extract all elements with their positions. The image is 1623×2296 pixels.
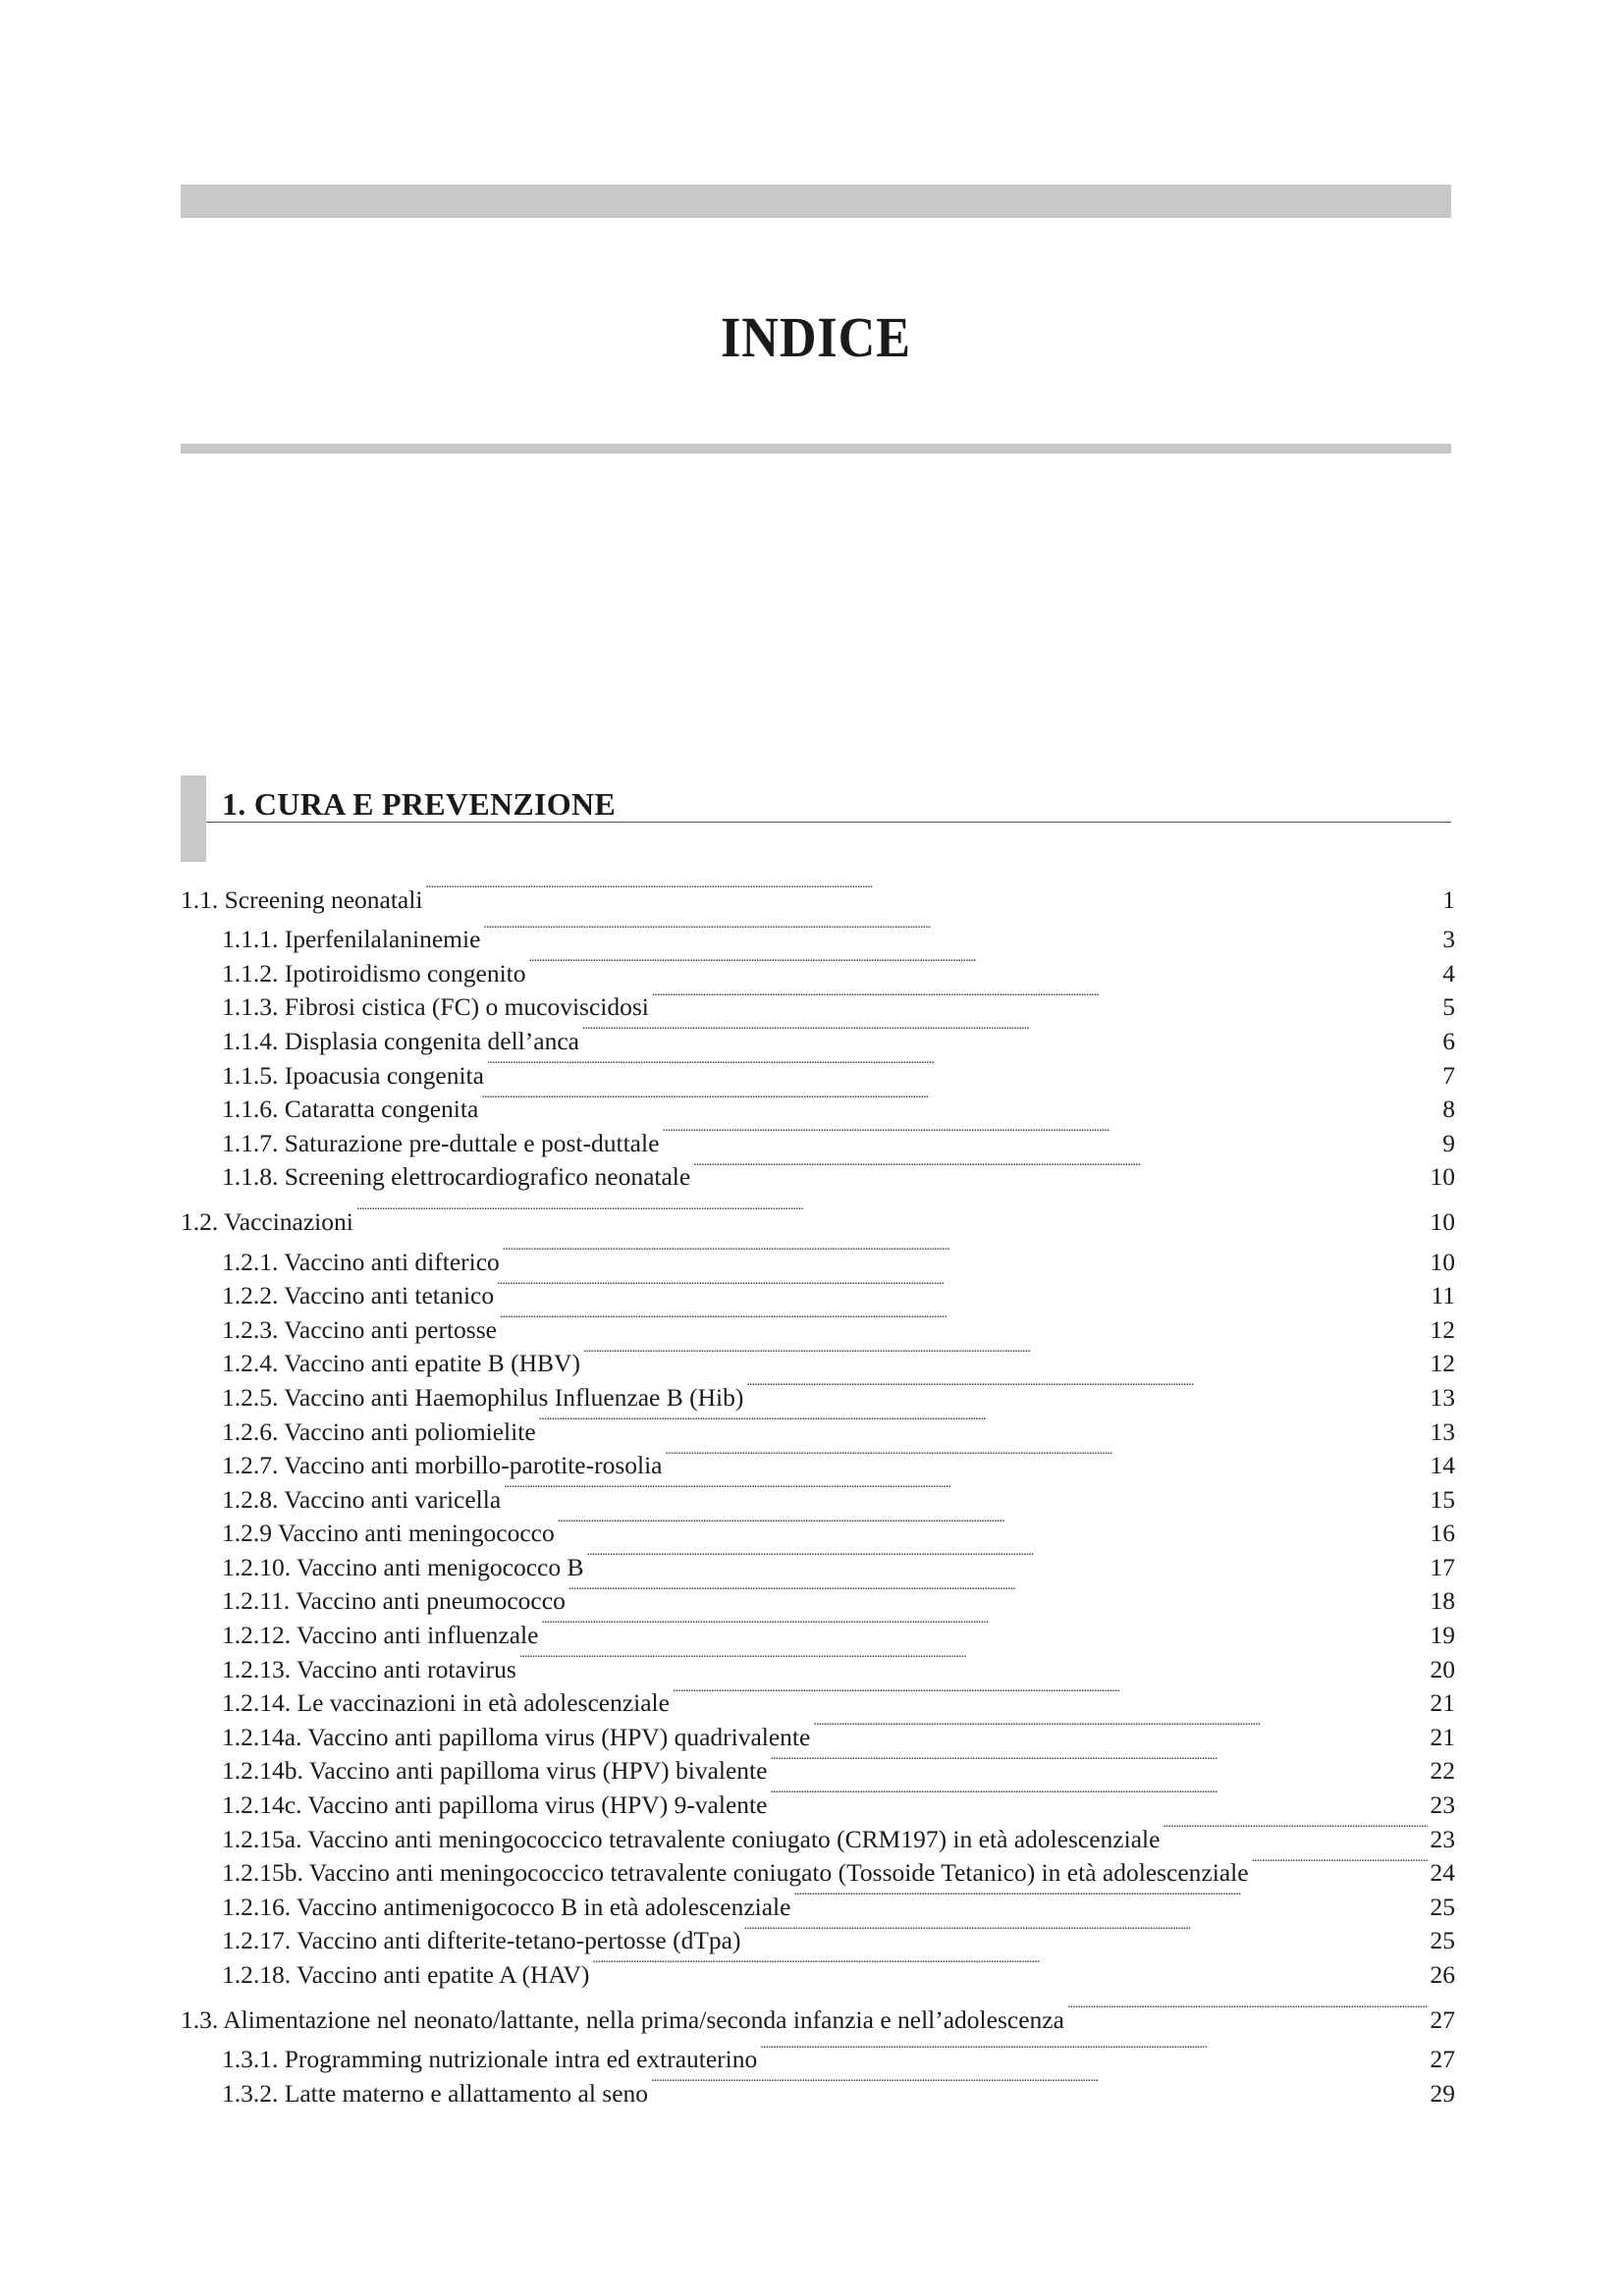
dot-leader [592, 1949, 1427, 1983]
dot-leader [1252, 1847, 1428, 1882]
table-of-contents [181, 874, 1455, 2108]
toc-entry-label: 1.1.6. Cataratta congenita [222, 1095, 479, 1124]
toc-page-number: 11 [1431, 1281, 1455, 1310]
toc-group [181, 874, 1455, 1192]
toc-entry-label: 1.1.2. Ipotiroidismo congenito [222, 958, 526, 988]
toc-entry-label: 1.2.14c. Vaccino anti papilloma virus (HPV) 9-valente [222, 1790, 768, 1820]
toc-page-number: 24 [1430, 1858, 1455, 1888]
dot-leader [541, 1609, 1427, 1643]
toc-chapter-entry [181, 1994, 1455, 2034]
title-bottom-rule [181, 444, 1451, 454]
page-title: INDICE [721, 304, 911, 369]
toc-entry-label: 1.2.16. Vaccino antimenigococco B in età adolescenziale [222, 1892, 791, 1921]
toc-page-number: 25 [1430, 1926, 1455, 1955]
toc-entry-label: 1.2.2. Vaccino anti tetanico [222, 1281, 495, 1310]
dot-leader [586, 1541, 1427, 1575]
dot-leader [519, 1643, 1428, 1678]
section-underline [206, 822, 1451, 823]
toc-page-number: 1 [1442, 884, 1455, 914]
toc-entry-label: 1.1.1. Iperfenilalaninemie [222, 925, 481, 954]
toc-entry-label: 1.2.4. Vaccino anti epatite B (HBV) [222, 1349, 580, 1378]
toc-entry-label: 1.2.8. Vaccino anti varicella [222, 1484, 502, 1514]
dot-leader [503, 1236, 1428, 1270]
toc-page-number: 15 [1430, 1484, 1455, 1514]
dot-leader [770, 1779, 1427, 1813]
toc-page-number: 23 [1430, 1824, 1455, 1853]
toc-page-number: 7 [1442, 1060, 1455, 1090]
dot-leader [529, 947, 1440, 982]
toc-entry-label: 1.2.3. Vaccino anti pertosse [222, 1314, 497, 1344]
toc-entry-label: 1.1.7. Saturazione pre-duttale e post-duttale [222, 1128, 660, 1157]
toc-chapter-entry [181, 1196, 1455, 1236]
toc-page-number: 5 [1442, 992, 1455, 1022]
toc-page-number: 8 [1442, 1095, 1455, 1124]
dot-leader [666, 1440, 1428, 1474]
dot-leader [1163, 1813, 1427, 1847]
toc-chapter-entry [181, 874, 1455, 914]
toc-entry-label: 1.2.9 Vaccino anti meningococco [222, 1519, 555, 1548]
toc-page-number: 12 [1430, 1314, 1455, 1344]
toc-entry-label: 1.2.15a. Vaccino anti meningococcico tetravalente coniugato (CRM197) in età adolescenziale [222, 1824, 1161, 1853]
toc-page-number: 4 [1442, 958, 1455, 988]
section-heading: 1. CURA E PREVENZIONE [222, 786, 617, 822]
dot-leader [793, 1881, 1427, 1915]
toc-entry-label: 1.1.8. Screening elettrocardiografico neonatale [222, 1162, 691, 1192]
toc-page-number: 19 [1430, 1621, 1455, 1650]
toc-entry-label: 1.1. Screening neonatali [181, 884, 423, 914]
toc-page-number: 25 [1430, 1892, 1455, 1921]
toc-entry-label: 1.3.1. Programming nutrizionale intra ed extrauterino [222, 2045, 758, 2074]
dot-leader [497, 1270, 1428, 1305]
dot-leader [539, 1406, 1428, 1440]
toc-entry-label: 1.2.6. Vaccino anti poliomielite [222, 1416, 536, 1446]
toc-page-number: 27 [1430, 2004, 1455, 2034]
toc-entry-label: 1.1.3. Fibrosi cistica (FC) o mucoviscidosi [222, 992, 649, 1022]
toc-group [181, 1196, 1455, 1989]
toc-page-number: 27 [1430, 2045, 1455, 2074]
toc-subsection-entry [181, 1236, 1455, 1276]
toc-entry-label: 1.2.1. Vaccino anti difterico [222, 1247, 500, 1276]
toc-subsection-entry [181, 914, 1455, 954]
dot-leader [500, 1304, 1428, 1338]
toc-entry-label: 1.2.10. Vaccino anti menigococco B [222, 1552, 584, 1581]
toc-page-number: 10 [1430, 1162, 1455, 1192]
toc-entry-label: 1.3.2. Latte materno e allattamento al seno [222, 2078, 649, 2108]
dot-leader [760, 2034, 1427, 2068]
toc-entry-label: 1.2.12. Vaccino anti influenzale [222, 1621, 539, 1650]
toc-page-number: 6 [1442, 1026, 1455, 1055]
dot-leader [651, 2067, 1427, 2102]
dot-leader [481, 1084, 1439, 1118]
toc-page-number: 23 [1430, 1790, 1455, 1820]
toc-entry-label: 1.2.18. Vaccino anti epatite A (HAV) [222, 1960, 590, 1989]
toc-page-number: 26 [1430, 1960, 1455, 1989]
toc-entry-label: 1.2.7. Vaccino anti morbillo-parotite-rosolia [222, 1451, 663, 1480]
dot-leader [662, 1117, 1439, 1151]
toc-page-number: 13 [1430, 1382, 1455, 1412]
toc-entry-label: 1.2.14a. Vaccino anti papilloma virus (HPV) quadrivalente [222, 1722, 811, 1751]
toc-entry-label: 1.1.4. Displasia congenita dell’anca [222, 1026, 579, 1055]
dot-leader [1067, 1994, 1428, 2028]
toc-page-number: 21 [1430, 1688, 1455, 1718]
dot-leader [558, 1508, 1428, 1542]
dot-leader [425, 874, 1439, 908]
dot-leader [356, 1196, 1428, 1230]
toc-page-number: 29 [1430, 2078, 1455, 2108]
toc-entry-label: 1.2. Vaccinazioni [181, 1206, 353, 1236]
toc-page-number: 14 [1430, 1451, 1455, 1480]
section-marker-bar [181, 775, 206, 862]
toc-page-number: 12 [1430, 1349, 1455, 1378]
toc-page-number: 16 [1430, 1519, 1455, 1548]
toc-page-number: 21 [1430, 1722, 1455, 1751]
dot-leader [652, 982, 1439, 1016]
toc-page-number: 18 [1430, 1586, 1455, 1616]
toc-page-number: 17 [1430, 1552, 1455, 1581]
toc-page-number: 10 [1430, 1247, 1455, 1276]
dot-leader [743, 1915, 1427, 1949]
toc-page-number: 10 [1430, 1206, 1455, 1236]
toc-page-number: 13 [1430, 1416, 1455, 1446]
dot-leader [813, 1711, 1427, 1745]
toc-entry-label: 1.2.5. Vaccino anti Haemophilus Influenzae B (Hib) [222, 1382, 744, 1412]
toc-entry-label: 1.2.15b. Vaccino anti meningococcico tetravalente coniugato (Tossoide Tetanico) in età adolescenziale [222, 1858, 1249, 1888]
dot-leader [504, 1473, 1427, 1508]
toc-entry-label: 1.1.5. Ipoacusia congenita [222, 1060, 484, 1090]
toc-entry-label: 1.2.14. Le vaccinazioni in età adolescenziale [222, 1688, 670, 1718]
dot-leader [487, 1049, 1439, 1084]
toc-entry-label: 1.2.11. Vaccino anti pneumococco [222, 1586, 566, 1616]
toc-page-number: 22 [1430, 1756, 1455, 1786]
toc-page-number: 9 [1442, 1128, 1455, 1157]
dot-leader [582, 1015, 1439, 1049]
toc-entry-label: 1.2.13. Vaccino anti rotavirus [222, 1654, 516, 1683]
dot-leader [483, 914, 1439, 948]
toc-entry-label: 1.2.17. Vaccino anti difterite-tetano-pertosse (dTpa) [222, 1926, 741, 1955]
dot-leader [568, 1575, 1428, 1610]
toc-group [181, 1994, 1455, 2108]
dot-leader [746, 1371, 1427, 1406]
dot-leader [770, 1745, 1427, 1780]
toc-entry-label: 1.2.14b. Vaccino anti papilloma virus (HPV) bivalente [222, 1756, 768, 1786]
dot-leader [673, 1678, 1428, 1712]
toc-page-number: 3 [1442, 925, 1455, 954]
dot-leader [693, 1151, 1427, 1186]
toc-subsection-entry [181, 2034, 1455, 2074]
toc-page-number: 20 [1430, 1654, 1455, 1683]
top-decorative-rule [181, 185, 1451, 218]
toc-entry-label: 1.3. Alimentazione nel neonato/lattante, nella prima/seconda infanzia e nell’adolescenza [181, 2004, 1064, 2034]
dot-leader [583, 1338, 1428, 1372]
